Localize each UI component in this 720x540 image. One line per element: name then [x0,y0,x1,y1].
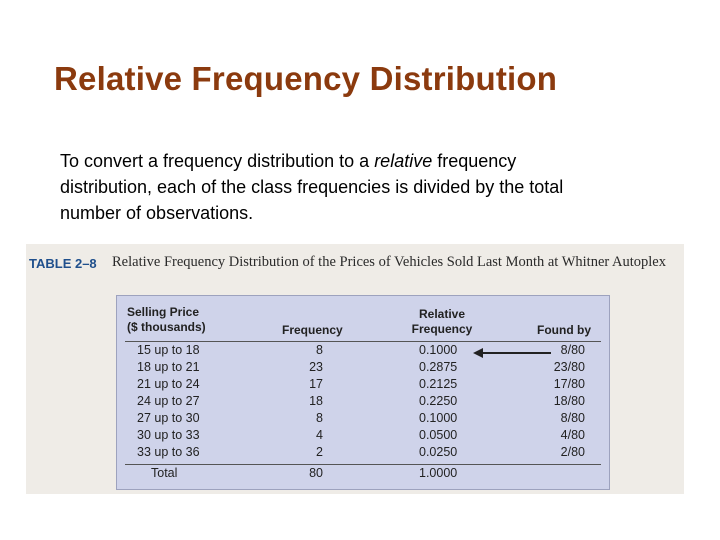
cell-frequency: 23 [309,360,323,374]
cell-found-by: 18/80 [553,394,585,408]
total-label: Total [151,466,178,480]
header-divider [125,341,601,342]
table-row [117,360,609,377]
table-row [117,377,609,394]
cell-frequency: 18 [309,394,323,408]
table-row [117,394,609,411]
cell-found-by: 8/80 [560,343,585,357]
header-found-by: Found by [537,323,591,337]
frequency-table [116,295,610,490]
intro-text [60,148,600,226]
table-row [117,428,609,445]
header-relative-frequency [409,307,475,337]
intro-before: To convert a frequency distribution to a [60,151,375,171]
cell-relative: 0.2125 [419,377,458,391]
total-divider [125,464,601,465]
table-row [117,445,609,462]
cell-price: 18 up to 21 [137,360,200,374]
cell-price: 30 up to 33 [137,428,200,442]
slide-title: Relative Frequency Distribution [54,60,558,97]
header-frequency: Frequency [282,323,343,337]
cell-frequency: 8 [316,411,323,425]
cell-relative: 0.0250 [419,445,458,459]
cell-frequency: 2 [316,445,323,459]
cell-price: 15 up to 18 [137,343,200,357]
header-selling-price [127,305,206,335]
header-relative-line1: Relative [418,307,466,321]
cell-relative: 0.2875 [419,360,458,374]
cell-frequency: 8 [316,343,323,357]
header-price-line1: Selling Price [127,305,200,319]
cell-relative: 0.1000 [419,343,458,357]
cell-found-by: 8/80 [560,411,585,425]
cell-price: 21 up to 24 [137,377,200,391]
arrow-left-icon [473,348,483,358]
cell-price: 24 up to 27 [137,394,200,408]
cell-price: 27 up to 30 [137,411,200,425]
cell-relative: 0.0500 [419,428,458,442]
table-row [117,411,609,428]
cell-relative: 0.1000 [419,411,458,425]
header-price-line2: ($ thousands) [127,320,206,334]
cell-frequency: 17 [309,377,323,391]
cell-relative: 0.2250 [419,394,458,408]
cell-found-by: 4/80 [560,428,585,442]
table-caption: Relative Frequency Distribution of the Prices of Vehicles Sold Last Month at Whitner Autoplex [112,254,666,270]
total-frequency: 80 [309,466,323,480]
arrow-shaft [481,352,551,354]
cell-frequency: 4 [316,428,323,442]
cell-found-by: 23/80 [553,360,585,374]
cell-found-by: 2/80 [560,445,585,459]
intro-after: frequency distribution, each of the class frequencies is divided by the total number of observations. [60,151,564,223]
cell-found-by: 17/80 [553,377,585,391]
cell-price: 33 up to 36 [137,445,200,459]
header-relative-line2: Frequency [411,322,473,336]
intro-emphasis: relative [374,151,433,171]
total-relative: 1.0000 [419,466,458,480]
table-figure [26,244,684,494]
total-row [117,466,609,483]
table-label: TABLE 2–8 [29,256,97,271]
